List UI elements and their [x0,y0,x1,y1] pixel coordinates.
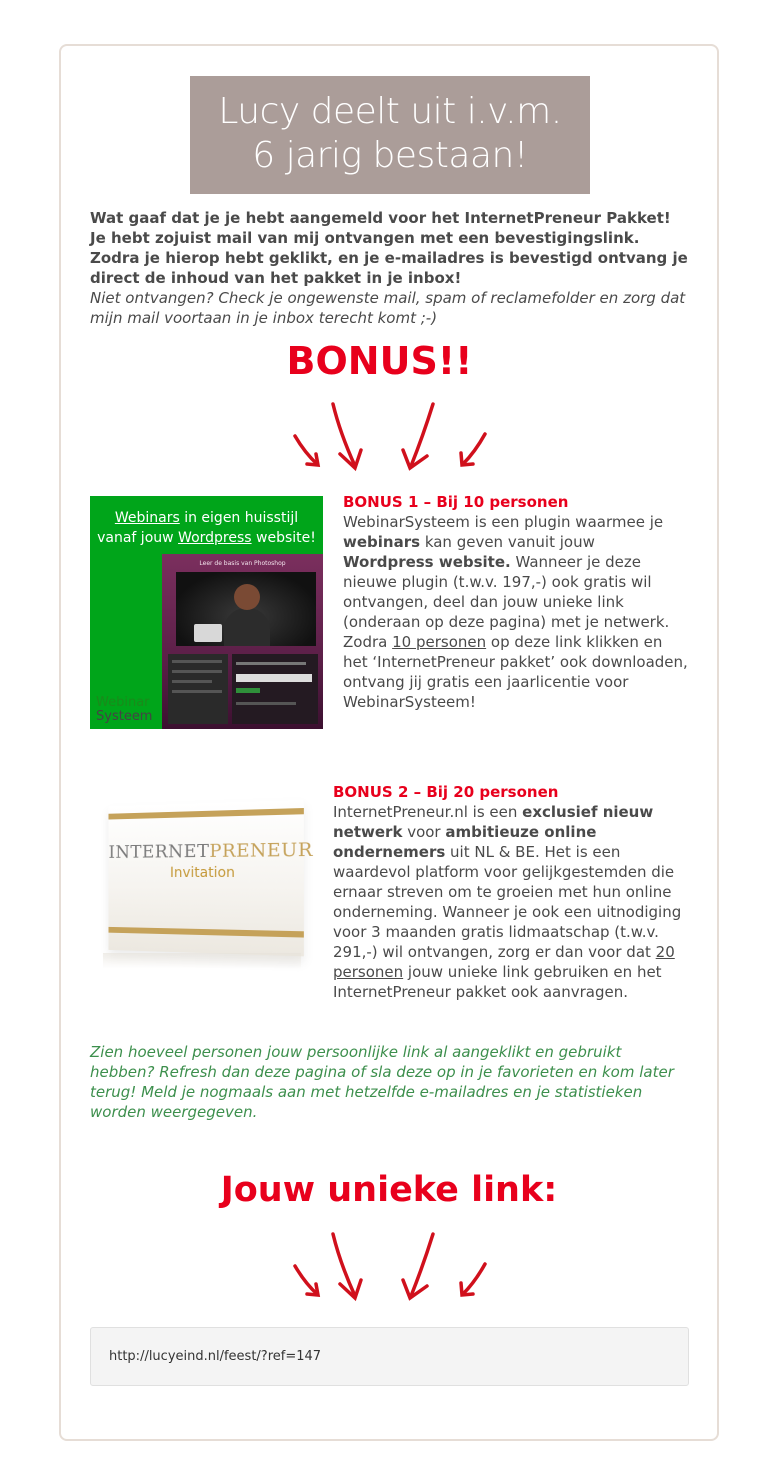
video-title: Leer de basis van Photoshop [199,560,286,567]
arrow-right-inner [411,404,433,466]
intro-italic-note: Niet ontvangen? Check je ongewenste mail, spam of reclamefolder en zorg dat mijn mail voortaan in je inbox terecht komt ;-) [90,289,686,327]
hero-line-1: Lucy deelt uit i.v.m. [218,91,562,132]
caption-webinars: Webinars [114,510,180,526]
caption-wordpress: Wordpress [178,530,252,546]
bonus2-t1: InternetPreneur.nl is een [333,803,523,821]
down-arrows-icon [285,1228,495,1308]
brand-line-2: Systeem [96,709,153,724]
presenter-head [234,584,260,610]
arrow-right-outer [463,434,485,464]
bonus-heading: BONUS!! [286,339,473,383]
gold-stripe [109,927,304,938]
hero-banner [190,76,590,194]
gold-stripe [109,808,304,820]
bonus2-t3: voor [402,823,446,841]
card-reflection [103,953,301,969]
panel-line [172,670,222,673]
bonus2-exclusief: exclusief nieuw netwerk [333,803,654,841]
internetpreneur-invitation-image [103,803,313,968]
panel-line [236,702,296,705]
panel-field [236,674,312,682]
intro-line-3: Zodra je hierop hebt geklikt, en je e-mailadres is bevestigd ontvang je direct de inhoud van het pakket in je inbox! [90,249,688,287]
arrow-left-outer [295,436,317,464]
intro-line-1: Wat gaaf dat je je hebt aangemeld voor het InternetPreneur Pakket! [90,209,671,227]
invitation-card [108,800,313,957]
caption-huisstijl: in eigen huisstijl [179,510,299,526]
panel-line [172,680,212,683]
bonus1-10-personen: 10 personen [392,633,487,651]
down-arrows-icon [285,398,495,478]
bonus1-t5: Wanneer je deze nieuwe plugin (t.w.v. 197,-) ook gratis wil ontvangen, deel dan jouw unieke link (onderaan op deze pagina) met je netwerk. Zodra [343,553,670,651]
bonus1-text [343,492,688,712]
bonus2-text [333,782,693,1002]
webinar-screen-mockup [162,554,323,729]
bonus2-t7: jouw unieke link gebruiken en het InternetPreneur pakket ook aanvragen. [333,963,662,1001]
panel-button [236,688,260,693]
arrow-right-inner [411,1234,433,1296]
unique-link-heading: Jouw unieke link: [220,1170,558,1210]
form-panel [168,654,228,724]
question-panel [232,654,318,724]
bonus2-20-personen: 20 personen [333,943,675,981]
invitation-label: Invitation [169,864,236,882]
unique-link-text[interactable]: http://lucyeind.nl/feest/?ref=147 [109,1349,322,1364]
bonus1-wordpress: Wordpress website. [343,553,511,571]
brand-line-1: Webinar [96,695,150,710]
logo-part-1: INTERNET [108,840,210,863]
intro-text [90,208,700,328]
internetpreneur-logo [108,839,313,863]
bonus2-heading: BONUS 2 – Bij 20 personen [333,783,559,801]
arrow-right-outer [463,1264,485,1294]
arrow-left-outer [295,1266,317,1294]
intro-line-2: Je hebt zojuist mail van mij ontvangen met een bevestigingslink. [90,229,640,247]
caption-website: website! [251,530,316,546]
hero-line-2: 6 jarig bestaan! [252,135,528,176]
panel-line [172,660,222,663]
bonus1-t1: WebinarSysteem is een plugin waarmee je [343,513,664,531]
bonus1-t3: kan geven vanuit jouw [420,533,595,551]
presenter-body [224,608,270,646]
bonus1-heading: BONUS 1 – Bij 10 personen [343,493,569,511]
panel-line [172,690,222,693]
statistics-note: Zien hoeveel personen jouw persoonlijke link al aangeklikt en gebruikt hebben? Refresh dan deze pagina of sla deze op in je favorieten en kom later terug! Meld je nogmaals aan met hetzelfde e-mailadres en je statistieken worden weergegeven. [90,1043,674,1121]
bonus2-t5: uit NL & BE. Het is een waardevol platform voor gelijkgestemden die ernaar streven om te groeien met hun online onderneming. Wanneer je ook een uitnodiging voor 3 maanden gratis lidmaatschap (t.w.v. 291,-) wil ontvangen, zorg er dan voor dat [333,843,682,961]
unique-link-field[interactable] [90,1327,689,1386]
bonus1-webinars: webinars [343,533,421,551]
webinar-brand [96,696,152,724]
laptop-shape [194,624,222,642]
caption-vanaf: vanaf jouw [97,530,179,546]
webinar-systeem-image [90,496,323,729]
logo-part-2: PRENEUR [209,839,313,862]
bonus2-ambitieuze: ambitieuze online ondernemers [333,823,597,861]
video-frame [176,572,316,646]
panel-line [236,662,306,665]
webinar-image-caption [90,508,323,548]
bonus1-t7: op deze link klikken en het ‘InternetPreneur pakket’ ook downloaden, ontvang jij gratis een jaarlicentie voor WebinarSysteem! [343,633,688,711]
